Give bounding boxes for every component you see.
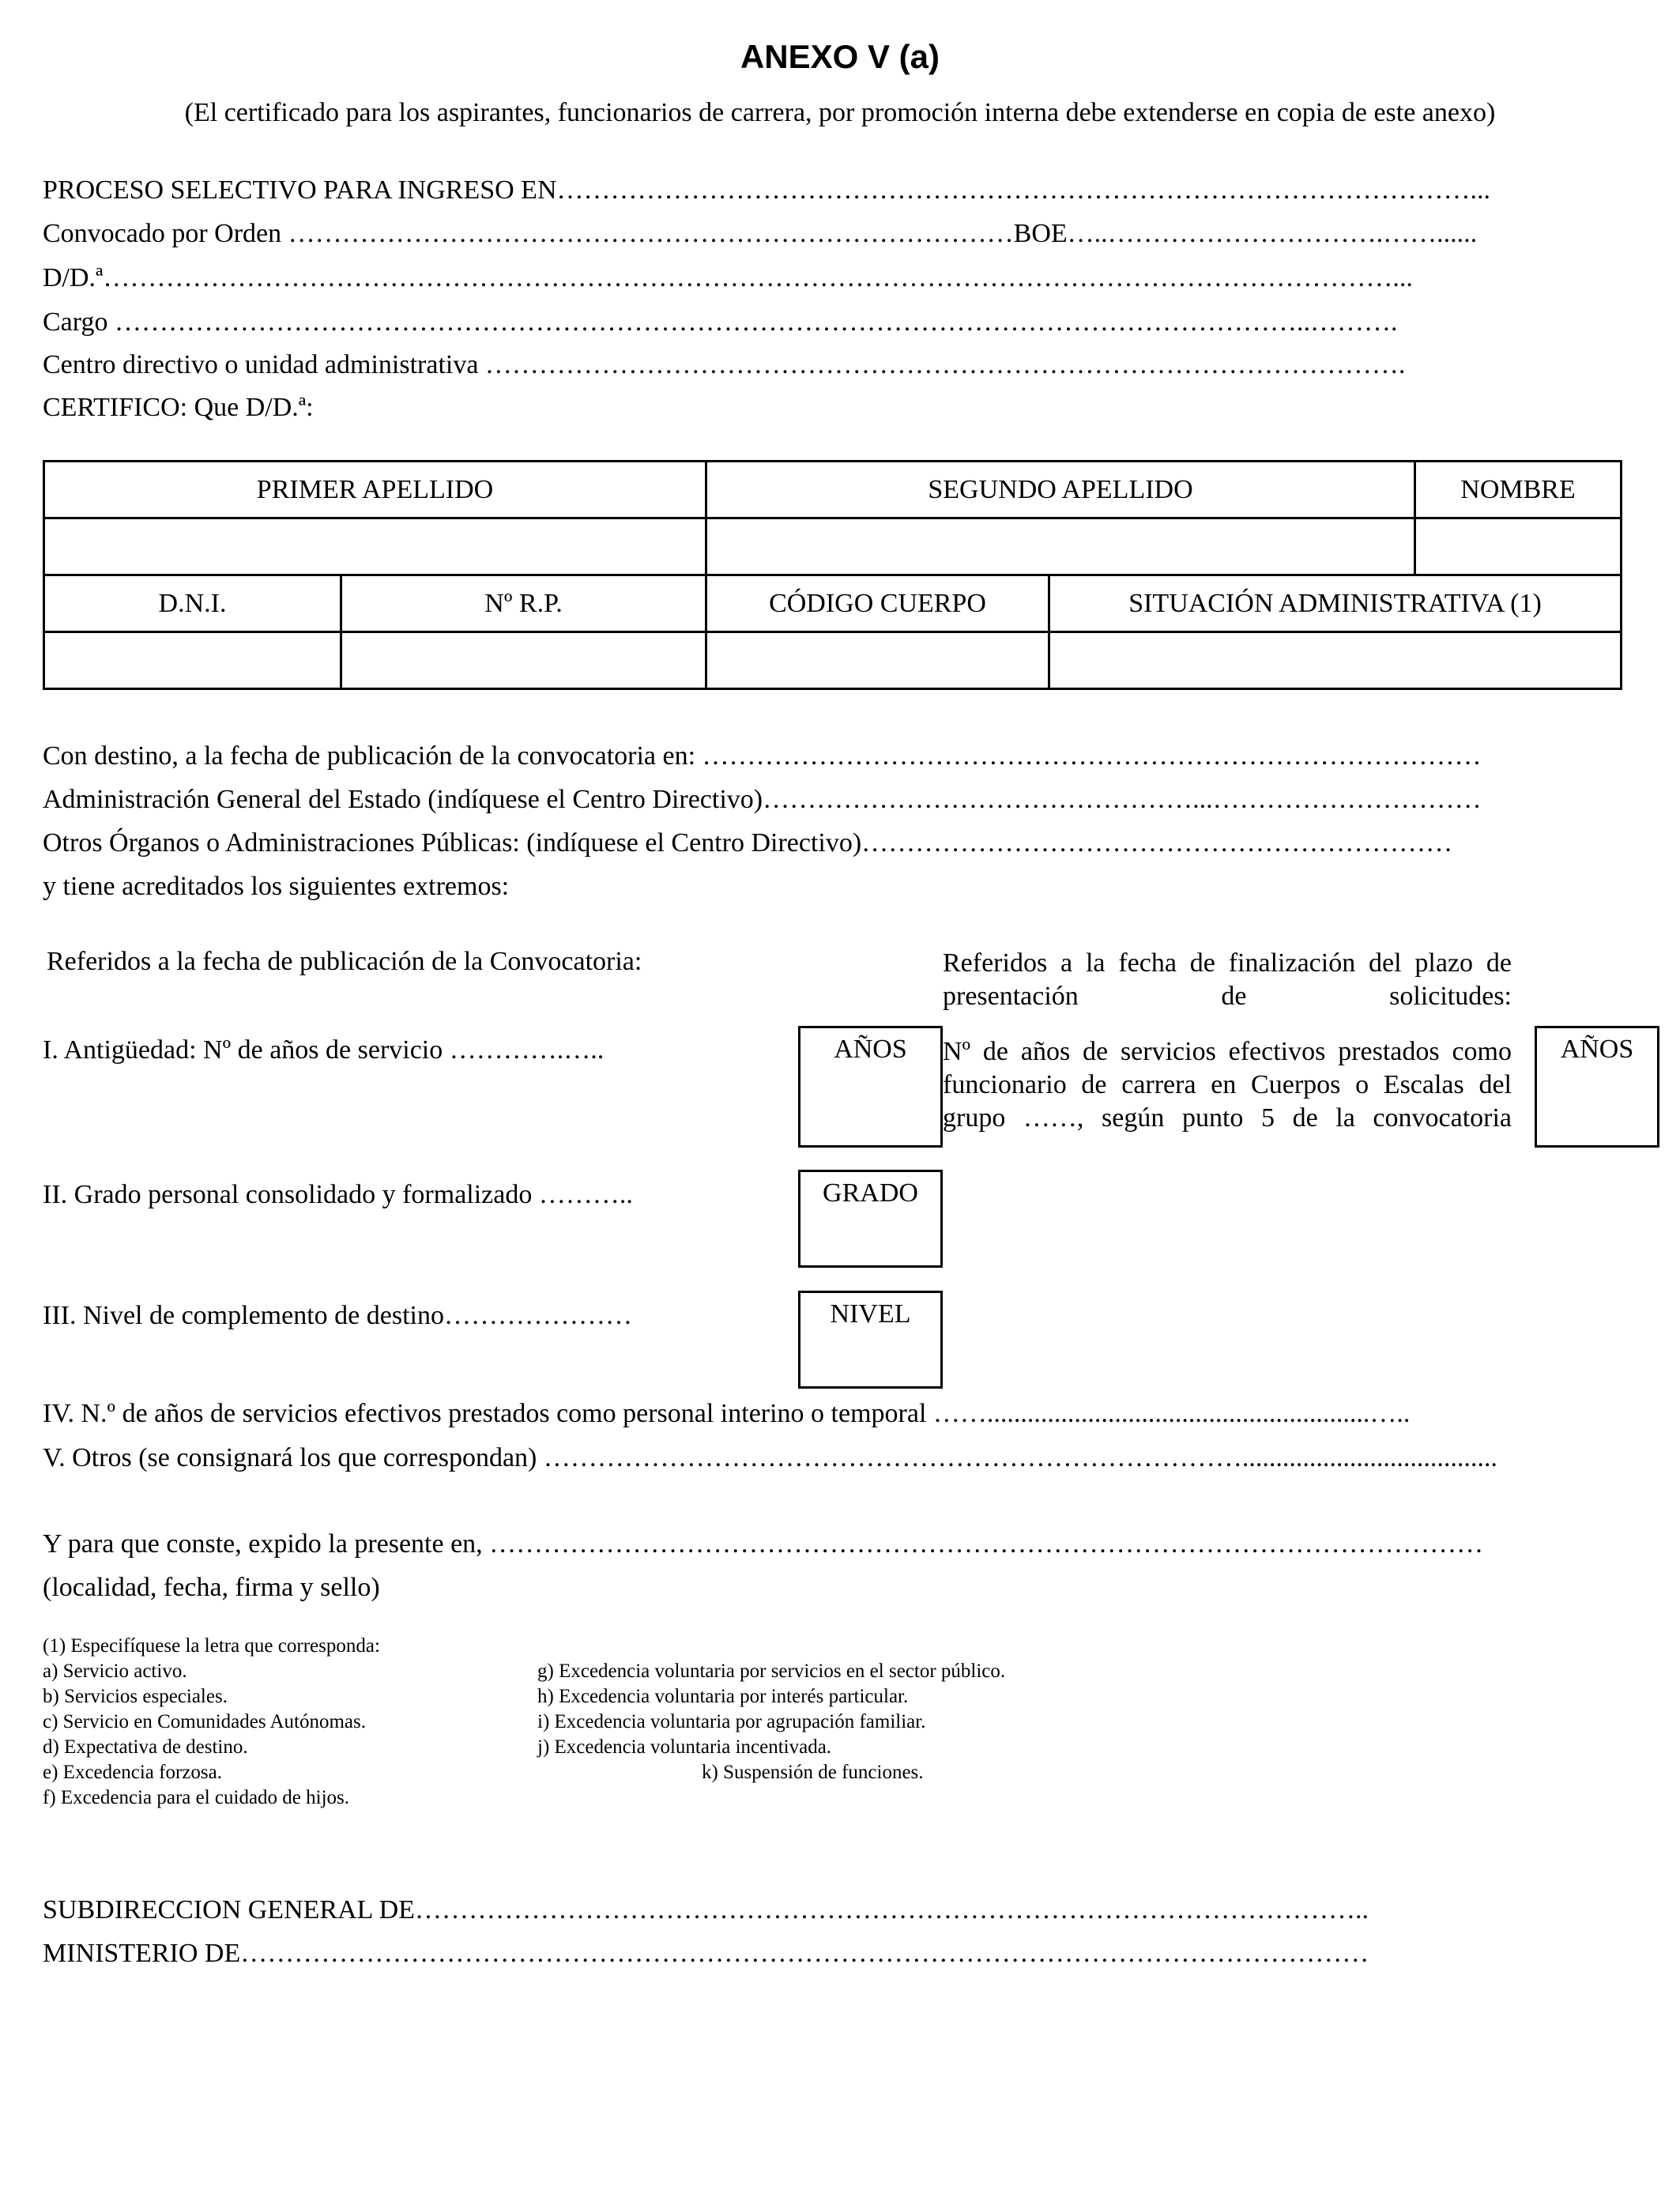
note-g: g) Excedencia voluntaria por servicios en el sector público.	[537, 1661, 1006, 1682]
dni-header: D.N.I.	[44, 575, 341, 632]
note-b: b) Servicios especiales.	[43, 1686, 228, 1707]
nombre-header: NOMBRE	[1415, 462, 1622, 518]
note-c: c) Servicio en Comunidades Autónomas.	[43, 1711, 366, 1732]
left-heading: Referidos a la fecha de publicación de la Convocatoria:	[47, 947, 642, 976]
right-anos-box[interactable]: AÑOS	[1535, 1026, 1659, 1148]
document-title: ANEXO V (a)	[740, 38, 940, 75]
note-i: i) Excedencia voluntaria por agrupación familiar.	[537, 1711, 926, 1732]
codigo-cuerpo-header: CÓDIGO CUERPO	[706, 575, 1049, 632]
grado-box[interactable]: GRADO	[798, 1170, 943, 1268]
con-destino-field[interactable]: Con destino, a la fecha de publicación de la convocatoria en: ……………………………………………………………………………	[43, 741, 1482, 771]
note-f: f) Excedencia para el cuidado de hijos.	[43, 1787, 350, 1808]
nombre-cell[interactable]	[1415, 518, 1622, 575]
note-j: j) Excedencia voluntaria incentivada.	[537, 1736, 832, 1758]
nrp-cell[interactable]	[341, 632, 706, 689]
notes-intro: (1) Especifíquese la letra que corresponda:	[43, 1635, 380, 1657]
note-e: e) Excedencia forzosa.	[43, 1762, 222, 1783]
situacion-cell[interactable]	[1049, 632, 1622, 689]
primer-apellido-header: PRIMER APELLIDO	[44, 462, 706, 518]
convocado-field[interactable]: Convocado por Orden ………………………………………………………………………BOE…..………………………….……......	[43, 219, 1478, 248]
acreditados-label: y tiene acreditados los siguientes extremos:	[43, 872, 510, 901]
proceso-field[interactable]: PROCESO SELECTIVO PARA INGRESO EN…………………………………………………………………………………………...	[43, 175, 1490, 205]
cargo-field[interactable]: Cargo ……………………………………………………………………………………………………………………..……….	[43, 307, 1398, 337]
otros-organos-field[interactable]: Otros Órganos o Administraciones Públicas: (indíquese el Centro Directivo)…………………………………………………………	[43, 828, 1453, 858]
segundo-apellido-cell[interactable]	[706, 518, 1415, 575]
segundo-apellido-header: SEGUNDO APELLIDO	[706, 462, 1415, 518]
centro-field[interactable]: Centro directivo o unidad administrativa ………………………………………………………………………………………….	[43, 350, 1406, 379]
right-heading: Referidos a la fecha de finalización del plazo de presentación de solicitudes:	[943, 948, 1512, 1011]
nrp-header: Nº R.P.	[341, 575, 706, 632]
age-field[interactable]: Administración General del Estado (indíquese el Centro Directivo)…………………………………………...…………………………	[43, 785, 1482, 814]
primer-apellido-cell[interactable]	[44, 518, 706, 575]
anos-box[interactable]: AÑOS	[798, 1026, 943, 1148]
identification-table	[43, 460, 1622, 690]
note-d: d) Expectativa de destino.	[43, 1736, 248, 1758]
right-years-text: Nº de años de servicios efectivos prestados como funcionario de carrera en Cuerpos o Escalas del grupo ……, según punto 5 de la convocatoria	[943, 1037, 1512, 1133]
certifico-label: CERTIFICO: Que D/D.ª:	[43, 393, 314, 422]
localidad-label: (localidad, fecha, firma y sello)	[43, 1573, 380, 1602]
interino-field[interactable]: IV. N.º de años de servicios efectivos prestados como personal interino o temporal …….........................................................…..	[43, 1399, 1411, 1428]
nivel-box[interactable]: NIVEL	[798, 1291, 943, 1389]
note-h: h) Excedencia voluntaria por interés particular.	[537, 1686, 909, 1707]
codigo-cuerpo-cell[interactable]	[706, 632, 1049, 689]
dni-cell[interactable]	[44, 632, 341, 689]
grado-label: II. Grado personal consolidado y formalizado ………..	[43, 1180, 633, 1209]
subdireccion-field[interactable]: SUBDIRECCION GENERAL DE……………………………………………………………………………………………..	[43, 1895, 1369, 1924]
conste-field[interactable]: Y para que conste, expido la presente en, …………………………………………………………………………………………………	[43, 1529, 1484, 1559]
ministerio-field[interactable]: MINISTERIO DE………………………………………………………………………………………………………………	[43, 1939, 1369, 1968]
document-subtitle: (El certificado para los aspirantes, funcionarios de carrera, por promoción interna debe extenderse en copia de este anexo)	[184, 98, 1496, 127]
situacion-header: SITUACIÓN ADMINISTRATIVA (1)	[1049, 575, 1622, 632]
note-a: a) Servicio activo.	[43, 1661, 187, 1682]
note-k: k) Suspensión de funciones.	[702, 1762, 924, 1783]
nivel-label: III. Nivel de complemento de destino…………………	[43, 1301, 632, 1330]
dd-field[interactable]: D/D.ª………………………………………………………………………………………………………………………………...	[43, 263, 1413, 292]
otros-field[interactable]: V. Otros (se consignará los que correspondan) ……………………………………………………………………......................................	[43, 1443, 1497, 1472]
antiguedad-label: I. Antigüedad: Nº de años de servicio ………….…..	[43, 1035, 605, 1065]
